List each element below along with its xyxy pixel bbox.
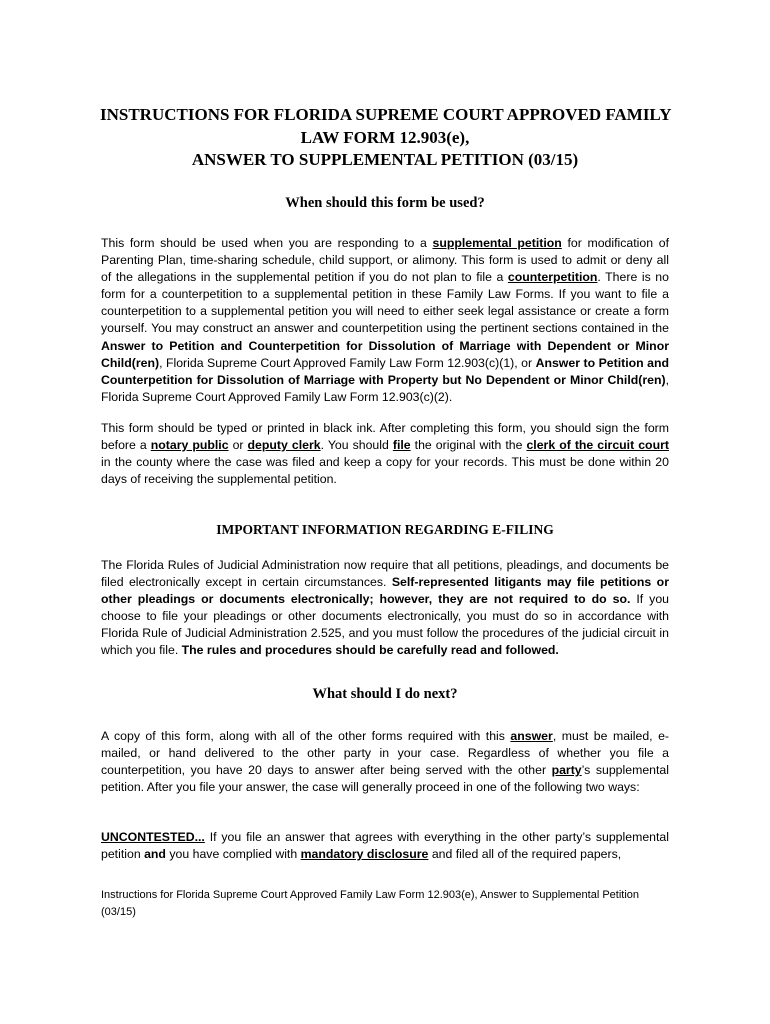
- paragraph-e-filing: The Florida Rules of Judicial Administration now require that all petitions, pleadings, and documents be filed electronically except in certain circumstances. Self-represented litigants may file petitions or other pleadings or documents electronically; however, they are not required to do so. If you choose to file your pleadings or other documents electronically, you must do so in accordance with Florida Rule of Judicial Administration 2.525, and you must follow the procedures of the judicial circuit in which you file. The rules and procedures should be carefully read and followed.: [101, 558, 669, 658]
- uncontested-label: UNCONTESTED...: [101, 830, 205, 844]
- form-reference-12903c2: Answer to Petition and Counterpetition for Dissolution of Marriage with Property but No Dependent or Minor Child(ren): [101, 355, 669, 387]
- title-line-3: ANSWER TO SUPPLEMENTAL PETITION (03/15): [191, 150, 579, 169]
- section-heading-when: When should this form be used?: [285, 195, 485, 211]
- section-heading-e-filing: IMPORTANT INFORMATION REGARDING E-FILING: [216, 522, 554, 537]
- term-link-counterpetition[interactable]: counterpetition: [507, 270, 598, 285]
- term-link-mandatory-disclosure[interactable]: mandatory disclosure: [300, 847, 429, 862]
- footer-line-2: (03/15): [101, 906, 136, 918]
- e-filing-self-represented-note: Self-represented litigants may file petitions or other pleadings or documents electronically; however, they are not required to do so.: [101, 575, 669, 607]
- term-link-answer[interactable]: answer: [510, 729, 553, 743]
- form-reference-12903c1: Answer to Petition and Counterpetition for Dissolution of Marriage with Dependent or Minor Child(ren): [101, 338, 669, 370]
- title-line-2: LAW FORM 12.903(e),: [300, 127, 470, 147]
- e-filing-rules-note: The rules and procedures should be carefully read and followed.: [181, 643, 559, 658]
- term-link-notary-public[interactable]: notary public: [150, 438, 229, 453]
- document-title: [100, 104, 670, 172]
- section-heading-next: What should I do next?: [312, 686, 458, 702]
- title-line-1: INSTRUCTIONS FOR FLORIDA SUPREME COURT APPROVED FAMILY: [100, 105, 672, 124]
- paragraph-uncontested: UNCONTESTED... If you file an answer that agrees with everything in the other party’s supplemental petition and you have complied with mandatory disclosure and filed all of the required papers,: [101, 830, 669, 862]
- term-link-file[interactable]: file: [392, 438, 411, 453]
- page-footer: [101, 887, 681, 921]
- paragraph-signing-filing: This form should be typed or printed in black ink. After completing this form, you should sign the form before a notary public or deputy clerk. You should file the original with the clerk of the circuit court in the county where the case was filed and keep a copy for your records. This must be done within 20 days of receiving the supplemental petition.: [101, 421, 669, 487]
- term-link-party[interactable]: party: [551, 763, 582, 778]
- paragraph-when-used: This form should be used when you are responding to a supplemental petition for modification of Parenting Plan, time-sharing schedule, child support, or alimony. This form is used to admit or deny all of the allegations in the supplemental petition if you do not plan to file a counterpetition. There is no form for a counterpetition to a supplemental petition in these Family Law Forms. If you want to file a counterpetition to a supplemental petition you will need to either seek legal assistance or create a form yourself. You may construct an answer and counterpetition using the pertinent sections contained in the Answer to Petition and Counterpetition for Dissolution of Marriage with Dependent or Minor Child(ren), Florida Supreme Court Approved Family Law Form 12.903(c)(1), or Answer to Petition and Counterpetition for Dissolution of Marriage with Property but No Dependent or Minor Child(ren), Florida Supreme Court Approved Family Law Form 12.903(c)(2).: [101, 236, 669, 404]
- footer-line-1: Instructions for Florida Supreme Court Approved Family Law Form 12.903(e), Answer to Supplemental Petition: [101, 889, 640, 901]
- paragraph-next-steps: A copy of this form, along with all of the other forms required with this answer, must be mailed, e-mailed, or hand delivered to the other party in your case. Regardless of whether you file a counterpetition, you have 20 days to answer after being served with the other party’s supplemental petition. After you file your answer, the case will generally proceed in one of the following two ways:: [101, 729, 669, 795]
- term-link-deputy-clerk[interactable]: deputy clerk: [247, 438, 321, 453]
- term-link-clerk-of-circuit-court[interactable]: clerk of the circuit court: [526, 438, 669, 453]
- term-link-supplemental-petition[interactable]: supplemental petition: [432, 236, 562, 250]
